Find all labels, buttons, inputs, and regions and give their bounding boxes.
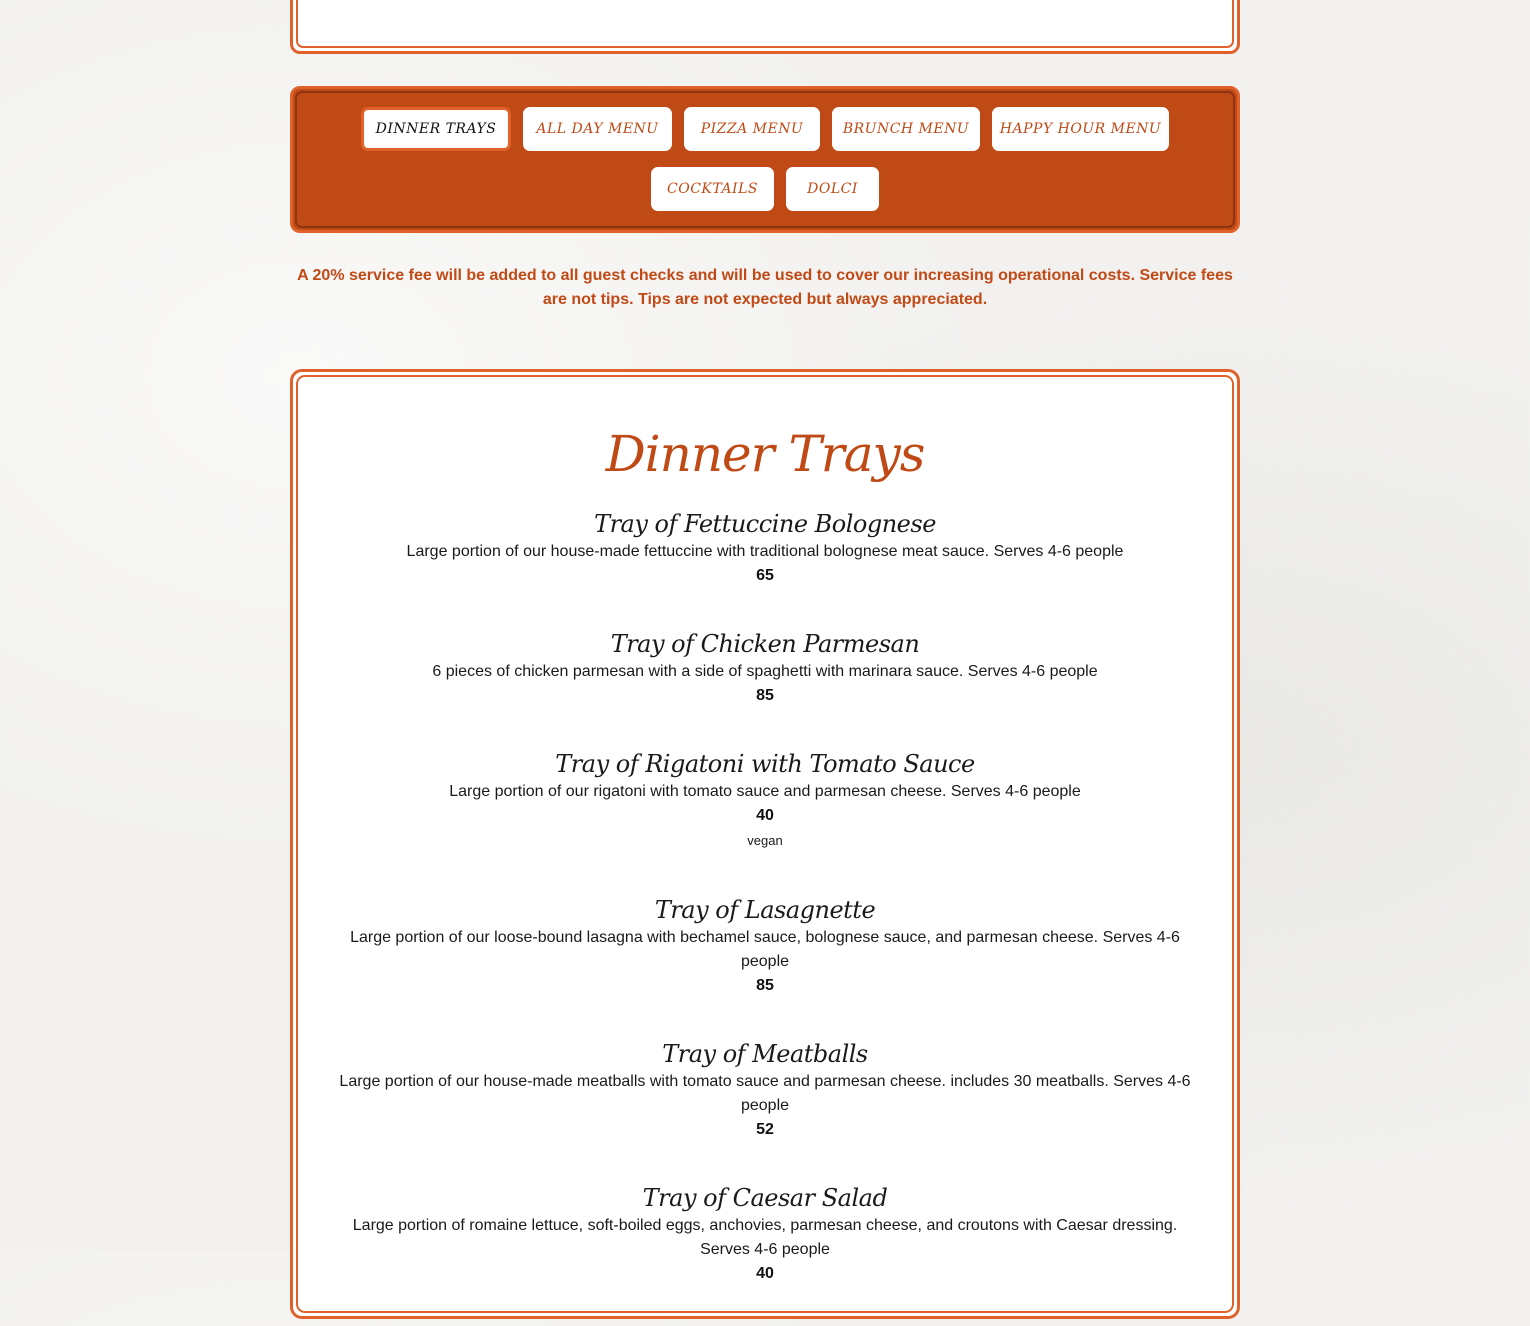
menu-item-name: Tray of Meatballs: [662, 1040, 868, 1068]
menu-item-name: Tray of Chicken Parmesan: [610, 630, 920, 658]
menu-item-description: Large portion of our rigatoni with tomato sauce and parmesan cheese. Serves 4-6 people: [449, 783, 1081, 800]
menu-item-price: 40: [756, 1265, 774, 1282]
menu-item: [333, 1182, 1197, 1286]
menu-item-name: Tray of Caesar Salad: [642, 1184, 888, 1212]
menu-item-description: Large portion of our house-made fettuccine with traditional bolognese meat sauce. Serves 4-6 people: [406, 543, 1124, 560]
menu-item-price: 52: [756, 1121, 774, 1138]
tab-dolci[interactable]: DOLCI: [786, 167, 879, 211]
menu-item-price: 85: [756, 977, 774, 994]
menu-item-name: Tray of Rigatoni with Tomato Sauce: [555, 750, 975, 778]
menu-tabs-row-2: [293, 167, 1237, 211]
service-fee-notice: A 20% service fee will be added to all guest checks and will be used to cover our increasing operational costs. Service fees are not tips. Tips are not expected but always appreciated.: [297, 267, 1233, 308]
menu-item-price: 40: [756, 807, 774, 824]
tab-brunch-menu[interactable]: BRUNCH MENU: [832, 107, 980, 151]
menu-item: [333, 748, 1197, 854]
menu-item: [333, 508, 1197, 588]
tab-all-day-menu[interactable]: ALL DAY MENU: [523, 107, 672, 151]
menu-section-title: Dinner Trays: [605, 425, 925, 483]
menu-card: [290, 369, 1240, 1319]
tab-pizza-menu[interactable]: PIZZA MENU: [684, 107, 820, 151]
tab-happy-hour-menu[interactable]: HAPPY HOUR MENU: [992, 107, 1169, 151]
menu-item-description: Large portion of romaine lettuce, soft-boiled eggs, anchovies, parmesan cheese, and croutons with Caesar dressing. Serves 4-6 people: [352, 1217, 1178, 1258]
menu-item: [333, 1038, 1197, 1142]
menu-item-description: 6 pieces of chicken parmesan with a side of spaghetti with marinara sauce. Serves 4-6 people: [432, 663, 1098, 680]
menu-item: [333, 894, 1197, 998]
menu-item: [333, 628, 1197, 708]
menu-tabs-panel: [290, 86, 1240, 233]
menu-item-list: [333, 508, 1197, 1326]
menu-item-dietary-tag: vegan: [747, 833, 783, 848]
menu-item-description: Large portion of our loose-bound lasagna with bechamel sauce, bolognese sauce, and parmesan cheese. Serves 4-6 people: [350, 929, 1180, 970]
previous-section-card: [290, 0, 1240, 54]
menu-item-name: Tray of Lasagnette: [654, 896, 876, 924]
menu-tabs-row-1: [293, 107, 1237, 151]
tab-cocktails[interactable]: COCKTAILS: [651, 167, 774, 211]
menu-item-description: Large portion of our house-made meatballs with tomato sauce and parmesan cheese. includes 30 meatballs. Serves 4-6 people: [339, 1073, 1191, 1114]
menu-item-price: 65: [756, 567, 774, 584]
menu-item-price: 85: [756, 687, 774, 704]
tab-dinner-trays[interactable]: DINNER TRAYS: [361, 107, 511, 151]
menu-item-name: Tray of Fettuccine Bolognese: [594, 510, 936, 538]
